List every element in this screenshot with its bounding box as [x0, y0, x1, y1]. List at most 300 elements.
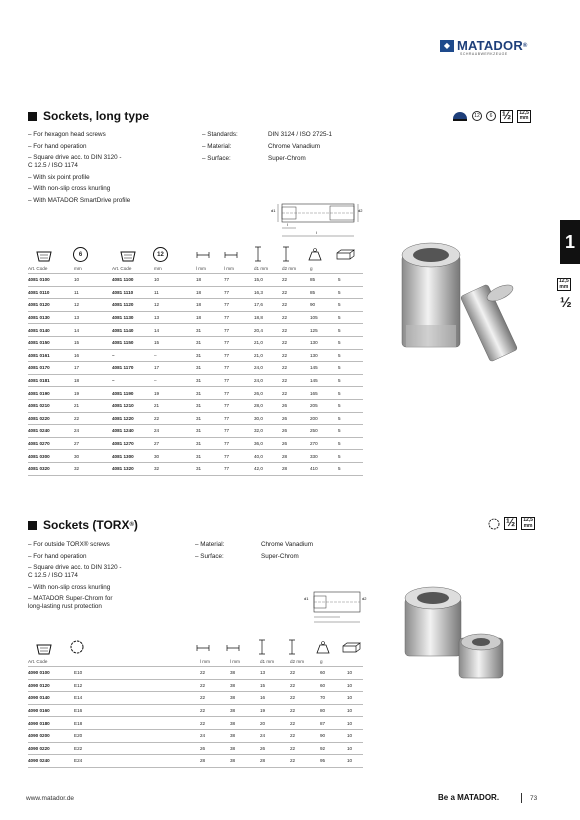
- column-header: Art. Code: [112, 264, 154, 274]
- table-cell: 22: [200, 704, 230, 717]
- section2-table: [28, 657, 363, 768]
- table-cell: 4081 1150: [112, 336, 154, 349]
- table-cell: 32: [74, 462, 112, 475]
- table-cell: –: [112, 374, 154, 387]
- table-cell: 87: [320, 717, 347, 730]
- table-cell: 28: [282, 450, 310, 463]
- table-cell: 13: [74, 311, 112, 324]
- table-cell: 5: [338, 374, 363, 387]
- table-cell: 4081 0170: [28, 362, 74, 375]
- table-row: [28, 274, 363, 287]
- table-cell: 13: [260, 667, 290, 680]
- table-cell: 145: [310, 362, 338, 375]
- table-cell: –: [154, 374, 196, 387]
- table-cell: 4081 0270: [28, 437, 74, 450]
- table-cell: 4090 0120: [28, 679, 74, 692]
- table-cell: 31: [196, 399, 224, 412]
- table-cell: 5: [338, 311, 363, 324]
- table-cell: 15: [74, 336, 112, 349]
- table-cell: 30: [154, 450, 196, 463]
- table-cell: 4081 0120: [28, 299, 74, 312]
- drive-mm-badge: 12,5 mm: [519, 109, 529, 121]
- table-header-row: [28, 657, 363, 667]
- table-cell: 77: [224, 412, 254, 425]
- torx-socket-drawing-icon: [300, 586, 370, 626]
- brand-reg: ®: [522, 42, 528, 49]
- table-cell: 4081 0140: [28, 324, 74, 337]
- table-cell: 22: [200, 692, 230, 705]
- table-cell: 4090 0220: [28, 742, 74, 755]
- bullet: – With non-slip cross knurling: [28, 583, 111, 591]
- table-row: [28, 462, 363, 475]
- table-cell: 26,0: [254, 387, 282, 400]
- table-cell: 250: [310, 425, 338, 438]
- table-cell: 38: [230, 679, 260, 692]
- table-cell: 10: [347, 704, 363, 717]
- section2-specs: [195, 541, 313, 565]
- table-cell: 22: [200, 667, 230, 680]
- table-cell: 4081 1100: [112, 274, 154, 287]
- table-cell: 24: [260, 729, 290, 742]
- section2-badges: [488, 517, 535, 530]
- column-header: d2 mm: [282, 264, 310, 274]
- column-header: d1 mm: [254, 264, 282, 274]
- table-cell: 16: [260, 692, 290, 705]
- table-cell: 18: [196, 286, 224, 299]
- table-cell: 22: [290, 755, 320, 768]
- table-cell: 4081 1240: [112, 425, 154, 438]
- box-icon: [342, 642, 362, 653]
- table-row: [28, 362, 363, 375]
- table-cell: 28: [260, 755, 290, 768]
- table-header-row: [28, 264, 363, 274]
- title-square-icon: [28, 521, 37, 530]
- table-cell: 4081 0161: [28, 349, 74, 362]
- brand-name: MATADOR: [457, 38, 523, 53]
- section1-table-wrap: [28, 264, 363, 476]
- table-cell: 17,6: [254, 299, 282, 312]
- spec-row: – Material: Chrome Vanadium: [195, 541, 314, 548]
- table-cell: 90: [320, 729, 347, 742]
- drive-mm-badge: 12,5 mm: [523, 517, 533, 529]
- table-cell: 22: [282, 362, 310, 375]
- table-cell: 5: [338, 412, 363, 425]
- logo-mark-icon: ◆: [440, 40, 454, 52]
- table-cell: 4081 1320: [112, 462, 154, 475]
- section1-title: [28, 109, 149, 123]
- table-cell: 4081 0240: [28, 425, 74, 438]
- table-cell: 4090 0200: [28, 729, 74, 742]
- table-cell: –: [112, 349, 154, 362]
- table-cell: 18: [196, 311, 224, 324]
- table-cell: 32,0: [254, 425, 282, 438]
- section2-title-text: Sockets (TORX: [43, 518, 130, 532]
- table-cell: 77: [224, 462, 254, 475]
- table-cell: 5: [338, 336, 363, 349]
- section1-badges: [452, 109, 531, 123]
- weight-icon: [316, 640, 330, 654]
- table-cell: –: [154, 349, 196, 362]
- table-cell: 4081 1170: [112, 362, 154, 375]
- table-cell: 4081 1270: [112, 437, 154, 450]
- column-header: Art. Code: [28, 657, 74, 667]
- table-cell: 4081 1220: [112, 412, 154, 425]
- table-cell: 26: [282, 412, 310, 425]
- table-cell: 26: [260, 742, 290, 755]
- table-cell: 31: [196, 462, 224, 475]
- table-cell: 24: [200, 729, 230, 742]
- table-cell: 28: [282, 462, 310, 475]
- table-cell: 30,0: [254, 412, 282, 425]
- table-cell: 77: [224, 425, 254, 438]
- table-cell: 22: [282, 374, 310, 387]
- table-cell: 85: [310, 274, 338, 287]
- table-cell: 4081 0210: [28, 399, 74, 412]
- table-cell: 26: [200, 742, 230, 755]
- table-cell: 4081 1120: [112, 299, 154, 312]
- table-cell: 12: [74, 299, 112, 312]
- table-cell: 10: [347, 667, 363, 680]
- table-cell: 18,8: [254, 311, 282, 324]
- bullet: – With MATADOR SmartDrive profile: [28, 196, 131, 204]
- table-cell: 4081 0110: [28, 286, 74, 299]
- torx-socket-product-image: [395, 580, 525, 685]
- table-cell: 19: [260, 704, 290, 717]
- table-cell: 4081 1210: [112, 399, 154, 412]
- table-row: [28, 412, 363, 425]
- table-cell: 10: [74, 274, 112, 287]
- table-cell: 80: [320, 704, 347, 717]
- torx-profile-icon: [70, 640, 84, 654]
- table-cell: 26: [282, 399, 310, 412]
- diameter-icon: [282, 246, 290, 262]
- table-cell: 4081 1110: [112, 286, 154, 299]
- section1-table-icons: [28, 245, 363, 265]
- column-header: l mm: [224, 264, 254, 274]
- section2-title: [28, 518, 138, 532]
- table-cell: 24: [74, 425, 112, 438]
- table-cell: 4081 0320: [28, 462, 74, 475]
- table-cell: 19: [154, 387, 196, 400]
- bullet: – For hand operation: [28, 552, 87, 560]
- bullet: – With non-slip cross knurling: [28, 185, 111, 193]
- table-cell: 22: [282, 299, 310, 312]
- table-row: [28, 679, 363, 692]
- basket-icon: [120, 248, 136, 262]
- table-cell: 10: [347, 729, 363, 742]
- bullet: – For hexagon head screws: [28, 131, 106, 138]
- table-cell: 4081 1130: [112, 311, 154, 324]
- table-cell: 77: [224, 399, 254, 412]
- length-arrow-icon: [196, 644, 210, 652]
- table-cell: 21,0: [254, 349, 282, 362]
- smartdrive-icon: [452, 109, 468, 123]
- svg-text:d1: d1: [271, 208, 276, 213]
- table-cell: 5: [338, 387, 363, 400]
- table-cell: 26: [282, 437, 310, 450]
- table-cell: 38: [230, 755, 260, 768]
- table-row: [28, 336, 363, 349]
- table-cell: 22: [290, 667, 320, 680]
- table-row: [28, 717, 363, 730]
- table-cell: 105: [310, 311, 338, 324]
- table-row: [28, 742, 363, 755]
- table-cell: 60: [320, 667, 347, 680]
- table-cell: 77: [224, 437, 254, 450]
- section2-table-icons: [28, 638, 363, 658]
- socket-long-product-image: [392, 235, 532, 370]
- length-arrow-icon: [226, 644, 240, 652]
- spec-row: – Surface: Super-Chrom: [195, 553, 299, 560]
- bullet: – Square drive acc. to DIN 3120 - C 12.5 / ISO 1174: [28, 154, 122, 170]
- table-cell: 18: [196, 299, 224, 312]
- table-cell: 31: [196, 437, 224, 450]
- column-header: [347, 657, 363, 667]
- table-cell: 4081 1300: [112, 450, 154, 463]
- column-header: g: [320, 657, 347, 667]
- table-row: [28, 437, 363, 450]
- drive-fraction-badge: ½: [502, 109, 512, 122]
- brand-subtitle: SCHRAUBWERKZEUGE: [460, 52, 508, 56]
- table-row: [28, 450, 363, 463]
- table-cell: 15: [260, 679, 290, 692]
- table-row: [28, 374, 363, 387]
- section1-bullets: [28, 131, 198, 209]
- table-cell: 11: [74, 286, 112, 299]
- table-cell: E12: [74, 679, 200, 692]
- table-cell: 31: [196, 425, 224, 438]
- box-icon: [336, 249, 356, 260]
- six-point-circle-icon: 6: [73, 247, 88, 262]
- table-cell: 12: [154, 299, 196, 312]
- table-cell: 22: [200, 717, 230, 730]
- twelve-point-icon: 12: [472, 111, 482, 121]
- table-cell: 36,0: [254, 437, 282, 450]
- table-cell: 18: [196, 274, 224, 287]
- table-cell: 22: [282, 336, 310, 349]
- column-header: Art. Code: [28, 264, 74, 274]
- table-cell: 38: [230, 667, 260, 680]
- title-square-icon: [28, 112, 37, 121]
- length-arrow-icon: [224, 251, 238, 259]
- table-cell: 5: [338, 286, 363, 299]
- column-header: [338, 264, 363, 274]
- table-cell: 38: [230, 729, 260, 742]
- footer-divider: [521, 793, 522, 803]
- table-cell: 38: [230, 717, 260, 730]
- table-row: [28, 425, 363, 438]
- page-number: 73: [530, 795, 538, 802]
- table-cell: 4081 0130: [28, 311, 74, 324]
- table-cell: 4081 0100: [28, 274, 74, 287]
- table-cell: 24,0: [254, 362, 282, 375]
- table-cell: E22: [74, 742, 200, 755]
- table-cell: 27: [74, 437, 112, 450]
- table-cell: 22: [200, 679, 230, 692]
- table-cell: 10: [347, 692, 363, 705]
- side-drive-badge: 12,5 mm: [559, 278, 569, 290]
- table-cell: 5: [338, 362, 363, 375]
- column-header: l mm: [230, 657, 260, 667]
- svg-text:d2: d2: [358, 208, 363, 213]
- table-cell: 130: [310, 336, 338, 349]
- table-cell: 22: [290, 729, 320, 742]
- table-cell: 31: [196, 336, 224, 349]
- table-cell: 10: [347, 755, 363, 768]
- table-cell: 4081 0181: [28, 374, 74, 387]
- table-row: [28, 299, 363, 312]
- footer-slogan: Be a MATADOR.: [438, 793, 500, 802]
- svg-text:l: l: [287, 222, 288, 227]
- footer-url[interactable]: www.matador.de: [26, 795, 75, 802]
- svg-text:d1: d1: [304, 596, 309, 601]
- table-cell: 5: [338, 349, 363, 362]
- table-cell: 4090 0240: [28, 755, 74, 768]
- diameter-icon: [288, 639, 296, 655]
- column-header: [74, 657, 200, 667]
- bullet: – For outside TORX® screws: [28, 541, 110, 548]
- table-cell: 5: [338, 299, 363, 312]
- table-cell: 22: [282, 286, 310, 299]
- table-row: [28, 387, 363, 400]
- table-cell: E18: [74, 717, 200, 730]
- socket-long-drawing-icon: [270, 196, 366, 242]
- section2-bullets: [28, 541, 198, 615]
- table-cell: 77: [224, 349, 254, 362]
- column-header: mm: [154, 264, 196, 274]
- table-cell: 5: [338, 450, 363, 463]
- bullet: – For hand operation: [28, 142, 87, 150]
- table-cell: 22: [74, 412, 112, 425]
- table-cell: 10: [347, 742, 363, 755]
- table-cell: 31: [196, 362, 224, 375]
- svg-text:d2: d2: [362, 596, 367, 601]
- table-cell: 19: [74, 387, 112, 400]
- table-cell: 20: [260, 717, 290, 730]
- table-cell: 77: [224, 286, 254, 299]
- side-fraction: ½: [560, 294, 572, 310]
- column-header: l mm: [200, 657, 230, 667]
- table-cell: 205: [310, 399, 338, 412]
- table-cell: 330: [310, 450, 338, 463]
- table-cell: 5: [338, 437, 363, 450]
- table-cell: 200: [310, 412, 338, 425]
- bullet: – Square drive acc. to DIN 3120 - C 12.5 / ISO 1174: [28, 564, 122, 580]
- title-end: ): [133, 518, 138, 532]
- column-header: d1 mm: [260, 657, 290, 667]
- table-row: [28, 286, 363, 299]
- drive-fraction-badge: ½: [506, 517, 516, 529]
- table-cell: 38: [230, 692, 260, 705]
- table-row: [28, 755, 363, 768]
- column-header: l mm: [196, 264, 224, 274]
- table-cell: 145: [310, 374, 338, 387]
- table-cell: E10: [74, 667, 200, 680]
- torx-icon: [488, 518, 500, 530]
- table-cell: 31: [196, 324, 224, 337]
- table-row: [28, 349, 363, 362]
- table-cell: 18: [74, 374, 112, 387]
- section2-table-wrap: [28, 657, 363, 768]
- basket-icon: [36, 248, 52, 262]
- table-cell: 165: [310, 387, 338, 400]
- bullet: – MATADOR Super-Chrom for long-lasting rust protection: [28, 595, 113, 611]
- table-row: [28, 311, 363, 324]
- table-cell: 92: [320, 742, 347, 755]
- table-cell: 31: [196, 387, 224, 400]
- table-cell: 21: [154, 399, 196, 412]
- spec-row: – Material: Chrome Vanadium: [202, 143, 321, 150]
- table-cell: E20: [74, 729, 200, 742]
- column-header: g: [310, 264, 338, 274]
- table-cell: E16: [74, 704, 200, 717]
- table-cell: 32: [154, 462, 196, 475]
- table-cell: 31: [196, 349, 224, 362]
- column-header: d2 mm: [290, 657, 320, 667]
- table-cell: 5: [338, 399, 363, 412]
- table-cell: 22: [154, 412, 196, 425]
- table-cell: 22: [290, 704, 320, 717]
- column-header: mm: [74, 264, 112, 274]
- table-cell: 30: [74, 450, 112, 463]
- table-cell: 22: [282, 387, 310, 400]
- weight-icon: [308, 247, 322, 261]
- spec-row: – Surface: Super-Chrom: [202, 155, 306, 162]
- table-cell: 27: [154, 437, 196, 450]
- brand-logo: [440, 38, 528, 53]
- table-cell: 20,4: [254, 324, 282, 337]
- table-cell: 14: [74, 324, 112, 337]
- diameter-icon: [258, 639, 266, 655]
- table-cell: 4081 0300: [28, 450, 74, 463]
- table-cell: 38: [230, 742, 260, 755]
- title-sup: ®: [129, 522, 134, 528]
- svg-text:l: l: [316, 230, 317, 235]
- basket-icon: [36, 641, 52, 655]
- table-cell: 40,0: [254, 450, 282, 463]
- table-cell: 42,0: [254, 462, 282, 475]
- table-cell: 130: [310, 349, 338, 362]
- table-cell: 17: [74, 362, 112, 375]
- table-cell: 22: [290, 742, 320, 755]
- table-cell: 77: [224, 311, 254, 324]
- table-cell: 5: [338, 324, 363, 337]
- table-cell: 90: [310, 299, 338, 312]
- table-cell: 4081 1140: [112, 324, 154, 337]
- table-cell: 31: [196, 412, 224, 425]
- chapter-tab: 1: [560, 220, 580, 264]
- table-cell: 60: [320, 679, 347, 692]
- table-cell: 77: [224, 274, 254, 287]
- table-cell: 10: [154, 274, 196, 287]
- table-cell: 17: [154, 362, 196, 375]
- table-cell: 15: [154, 336, 196, 349]
- table-row: [28, 692, 363, 705]
- table-cell: 4090 0100: [28, 667, 74, 680]
- table-cell: 22: [290, 679, 320, 692]
- table-cell: 77: [224, 374, 254, 387]
- table-cell: 22: [282, 274, 310, 287]
- table-cell: 11: [154, 286, 196, 299]
- table-cell: 24,0: [254, 374, 282, 387]
- table-cell: 77: [224, 450, 254, 463]
- table-cell: 5: [338, 425, 363, 438]
- table-row: [28, 729, 363, 742]
- table-cell: 77: [224, 299, 254, 312]
- table-cell: 14: [154, 324, 196, 337]
- table-cell: 77: [224, 324, 254, 337]
- six-point-icon: 6: [486, 111, 496, 121]
